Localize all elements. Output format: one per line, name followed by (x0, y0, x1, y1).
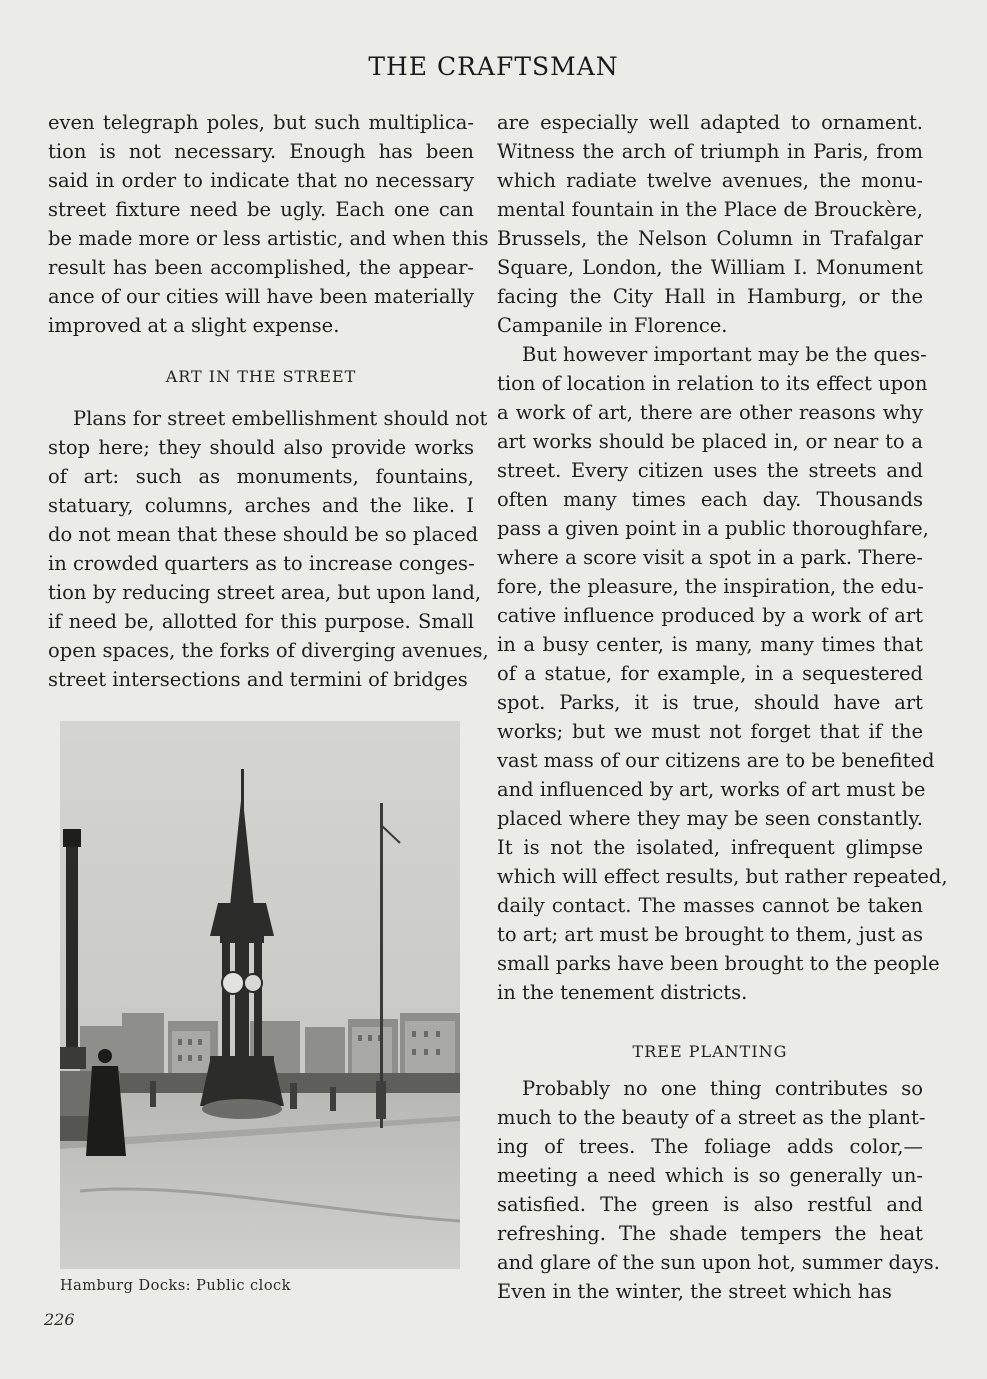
paragraph (497, 108, 923, 340)
text-line: Plans for street embellishment should not (73, 407, 488, 430)
paragraph (497, 340, 948, 1007)
text-line: Probably no one thing contributes so (522, 1077, 923, 1100)
text-line: works; but we must not forget that if the (497, 720, 923, 743)
text-line: of a statue, for example, in a sequestered (497, 662, 923, 685)
page-number: 226 (44, 1310, 75, 1329)
text-line: result has been accomplished, the appear- (48, 256, 474, 279)
text-line: stop here; they should also provide works (48, 436, 474, 459)
paragraph (48, 108, 489, 340)
text-line: But however important may be the ques- (522, 343, 927, 366)
text-line: if need be, allotted for this purpose. Small (48, 610, 474, 633)
text-line: spot. Parks, it is true, should have art (497, 691, 923, 714)
text-line: Even in the winter, the street which has (497, 1280, 892, 1303)
text-line: street intersections and termini of bridges (48, 668, 468, 691)
left-column (48, 108, 489, 694)
text-line: facing the City Hall in Hamburg, or the (497, 285, 923, 308)
text-line: and influenced by art, works of art must be (497, 778, 926, 801)
text-line: daily contact. The masses cannot be taken (497, 894, 923, 917)
text-line: tion is not necessary. Enough has been (48, 140, 474, 163)
text-line: cative influence produced by a work of art (497, 604, 923, 627)
text-line: Witness the arch of triumph in Paris, from (497, 140, 923, 163)
text-line: tion by reducing street area, but upon land, (48, 581, 482, 604)
text-line: in the tenement districts. (497, 981, 748, 1004)
text-line: said in order to indicate that no necessary (48, 169, 474, 192)
text-line: pass a given point in a public thoroughfare, (497, 517, 929, 540)
text-line: in crowded quarters as to increase conges- (48, 552, 475, 575)
text-line: refreshing. The shade tempers the heat (497, 1222, 923, 1245)
text-line: Campanile in Florence. (497, 314, 728, 337)
text-line: improved at a slight expense. (48, 314, 340, 337)
text-line: Square, London, the William I. Monument (497, 256, 923, 279)
text-line: a work of art, there are other reasons why (497, 401, 923, 424)
paragraph (497, 1074, 940, 1306)
text-line: street. Every citizen uses the streets and (497, 459, 923, 482)
text-line: much to the beauty of a street as the plant- (497, 1106, 926, 1129)
text-line: open spaces, the forks of diverging avenues, (48, 639, 489, 662)
section-heading: TREE PLANTING (632, 1042, 788, 1061)
figure-caption: Hamburg Docks: Public clock (60, 1278, 291, 1294)
text-line: art works should be placed in, or near to a (497, 430, 923, 453)
text-line: ing of trees. The foliage adds color,— (497, 1135, 923, 1158)
text-line: which radiate twelve avenues, the monu- (497, 169, 923, 192)
paragraph (48, 404, 489, 694)
page-title: THE CRAFTSMAN (368, 52, 619, 81)
text-line: where a score visit a spot in a park. There- (497, 546, 923, 569)
text-line: tion of location in relation to its effect upon (497, 372, 928, 395)
text-line: It is not the isolated, infrequent glimpse (497, 836, 923, 859)
text-line: Brussels, the Nelson Column in Trafalgar (497, 227, 923, 250)
text-line: do not mean that these should be so placed (48, 523, 479, 546)
text-line: street fixture need be ugly. Each one can (48, 198, 474, 221)
text-line: to art; art must be brought to them, just as (497, 923, 923, 946)
text-line: be made more or less artistic, and when this (48, 227, 489, 250)
text-line: are especially well adapted to ornament. (497, 111, 923, 134)
photo-hamburg-public-clock (60, 721, 460, 1269)
text-line: satisfied. The green is also restful and (497, 1193, 923, 1216)
text-line: even telegraph poles, but such multiplica- (48, 111, 474, 134)
text-line: meeting a need which is so generally un- (497, 1164, 923, 1187)
text-line: mental fountain in the Place de Brouckère, (497, 198, 923, 221)
text-line: which will effect results, but rather repeated, (497, 865, 948, 888)
right-column (497, 108, 948, 1306)
text-line: in a busy center, is many, many times that (497, 633, 923, 656)
photo-illustration (60, 721, 460, 1269)
text-line: small parks have been brought to the people (497, 952, 940, 975)
section-heading: ART IN THE STREET (165, 367, 357, 386)
text-line: fore, the pleasure, the inspiration, the edu- (497, 575, 924, 598)
text-line: statuary, columns, arches and the like. I (48, 494, 474, 517)
text-line: vast mass of our citizens are to be benefited (497, 749, 935, 772)
text-line: of art: such as monuments, fountains, (48, 465, 474, 488)
text-line: placed where they may be seen constantly. (497, 807, 923, 830)
text-line: often many times each day. Thousands (497, 488, 923, 511)
text-line: ance of our cities will have been materially (48, 285, 474, 308)
text-line: and glare of the sun upon hot, summer days. (497, 1251, 940, 1274)
